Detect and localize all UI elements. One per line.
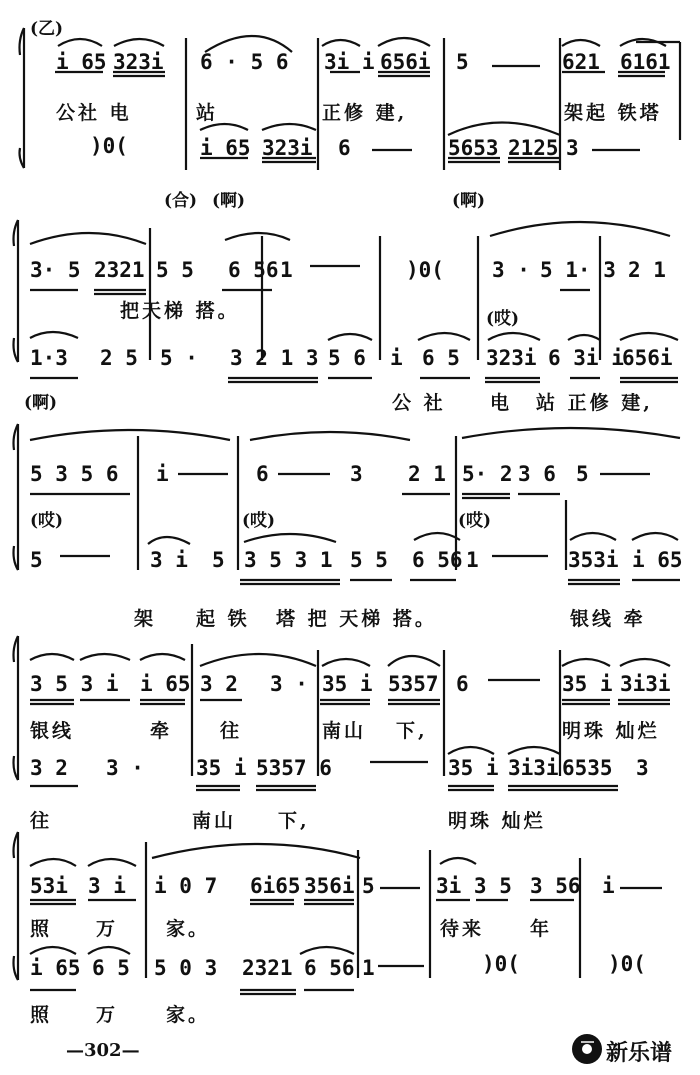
note-group: 3 5 3 1 [244, 548, 333, 572]
lyric: 往 [220, 720, 243, 742]
lyric: 公社 电 [56, 102, 132, 124]
note-group: 3 2 [200, 672, 238, 696]
ah-mark: (啊) [24, 393, 58, 413]
note-group: 6 5 [422, 346, 460, 370]
note-group: 621 [562, 50, 600, 74]
note-group: 5 5 [350, 548, 388, 572]
note-group: 3 i [88, 874, 126, 898]
note-group: 35 i [322, 672, 373, 696]
note-group: i 65 [30, 956, 81, 980]
part-label: (乙) [30, 19, 64, 39]
note-group: 5· 2 [462, 462, 513, 486]
note-group: 323i [262, 136, 313, 160]
lyric: 架 [134, 608, 157, 630]
lyric: 下, [396, 720, 428, 742]
note-group: 5 [362, 874, 375, 898]
lyric: 电 [490, 392, 513, 414]
lyric: 起 铁 [196, 608, 250, 630]
note-group: 323i [486, 346, 537, 370]
note-group: 1·3 [30, 346, 68, 370]
note-group: 6 [338, 136, 351, 160]
lyric: 牵 [150, 720, 173, 742]
note-group: 3 5 3 i [30, 672, 119, 696]
note-group: 3 2 1 3 [230, 346, 319, 370]
note-group: 6 56 [412, 548, 463, 572]
lyric: 南山 [322, 720, 367, 742]
note-group: 3 6 [518, 462, 556, 486]
lyric: 明珠 灿烂 [448, 810, 546, 832]
note-group: 3i3i [620, 672, 671, 696]
note-group: 5357 6 [256, 756, 332, 780]
lyric: 照 [30, 1004, 53, 1026]
lyric: 公 社 [392, 392, 446, 414]
note-group: 3 · [270, 672, 308, 696]
note-group: 2321 [242, 956, 293, 980]
note-group: 656i [380, 50, 431, 74]
lyric: 照 [30, 918, 53, 940]
lyric: 塔 把 天梯 搭。 [276, 608, 437, 630]
lyric: 万 [96, 1004, 119, 1026]
note-group: 3 · [492, 258, 530, 282]
note-group: 3· 5 [30, 258, 81, 282]
hey-mark: (哎) [458, 511, 492, 531]
rest-mark: )0( [608, 952, 646, 976]
note-group: i [156, 462, 169, 486]
logo-disc-icon [572, 1034, 602, 1064]
lyric: 把天梯 搭。 [120, 300, 240, 322]
lyric: 往 [30, 810, 53, 832]
note-group: 6161 [620, 50, 671, 74]
note-group: 5 [576, 462, 589, 486]
note-group: 35 i [562, 672, 613, 696]
note-group: 5 1· 3 [540, 258, 616, 282]
note-group: 3i 3 5 [436, 874, 512, 898]
note-group: 6i65 [250, 874, 301, 898]
note-group: i 65 [632, 548, 683, 572]
note-group: 6 56 [304, 956, 355, 980]
note-group: 5 3 5 6 [30, 462, 119, 486]
note-group: 356i [304, 874, 355, 898]
note-group: 6535 [562, 756, 613, 780]
hey-mark: (哎) [486, 309, 520, 329]
note-group: 5 · [160, 346, 198, 370]
hey-mark: (哎) [242, 511, 276, 531]
note-group: 3 [636, 756, 649, 780]
rest-mark: )0( [90, 134, 128, 158]
note-group: 2 5 [100, 346, 138, 370]
ah-mark: (啊) [452, 191, 486, 211]
lyric: 待来 [440, 918, 485, 940]
note-group: 2 1 [628, 258, 666, 282]
note-group: i 65 [140, 672, 191, 696]
site-logo: 新乐谱 [606, 1041, 673, 1066]
note-group: 2 1 [408, 462, 446, 486]
note-group: 35 i [448, 756, 499, 780]
lyric: 年 [530, 918, 553, 940]
lyric: 万 [96, 918, 119, 940]
lyric: 银线 牵 [570, 608, 646, 630]
note-group: 3 [350, 462, 363, 486]
chorus-mark: (合) [164, 191, 198, 211]
hey-mark: (哎) [30, 511, 64, 531]
note-group: i [602, 874, 615, 898]
note-group: 3i i [324, 50, 375, 74]
note-group: 5 5 [156, 258, 194, 282]
note-group: 5 [212, 548, 225, 572]
note-group: 3 i [150, 548, 188, 572]
note-group: i 65 [56, 50, 107, 74]
lyric: 下, [278, 810, 310, 832]
note-group: 6 5 [92, 956, 130, 980]
lyric: 架起 铁塔 [564, 102, 662, 124]
note-group: i [390, 346, 403, 370]
lyric: 站 [196, 102, 219, 124]
note-group: 1 [466, 548, 479, 572]
note-group: i 65 [200, 136, 251, 160]
lyric: 正修 建, [322, 102, 408, 124]
lyric: 银线 [30, 720, 75, 742]
note-group: 5357 [388, 672, 439, 696]
note-group: 6 [456, 672, 469, 696]
note-group: 2125 [508, 136, 559, 160]
note-group: 6 56 [228, 258, 279, 282]
rest-mark: )0( [482, 952, 520, 976]
note-group: 1 [280, 258, 293, 282]
note-group: 35 i [196, 756, 247, 780]
lyric: 站 正修 建, [536, 392, 653, 414]
note-group: 5653 [448, 136, 499, 160]
note-group: 2321 [94, 258, 145, 282]
note-group: 5 [456, 50, 469, 74]
rest-mark: )0( [406, 258, 444, 282]
note-group: i 0 7 [154, 874, 218, 898]
note-group: 3 [566, 136, 579, 160]
lyric: 南山 [192, 810, 237, 832]
note-group: 353i [568, 548, 619, 572]
note-group: 3i3i [508, 756, 559, 780]
note-group: 3 · [106, 756, 144, 780]
note-group: 6 [256, 462, 269, 486]
lyric: 家。 [166, 1004, 211, 1026]
page-number: —302— [66, 1040, 140, 1061]
ah-mark: (啊) [212, 191, 246, 211]
note-group: 3 2 [30, 756, 68, 780]
note-group: 5 6 [328, 346, 366, 370]
note-group: 323i [113, 50, 164, 74]
note-group: 53i [30, 874, 68, 898]
note-group: 6 3i i [548, 346, 624, 370]
note-group: 1 [362, 956, 375, 980]
note-group: 5 [30, 548, 43, 572]
note-group: 5 0 3 [154, 956, 218, 980]
lyric: 家。 [166, 918, 211, 940]
lyric: 明珠 灿烂 [562, 720, 660, 742]
note-group: 6 · 5 6 [200, 50, 289, 74]
note-group: 3 56 [530, 874, 581, 898]
note-group: 656i [622, 346, 673, 370]
